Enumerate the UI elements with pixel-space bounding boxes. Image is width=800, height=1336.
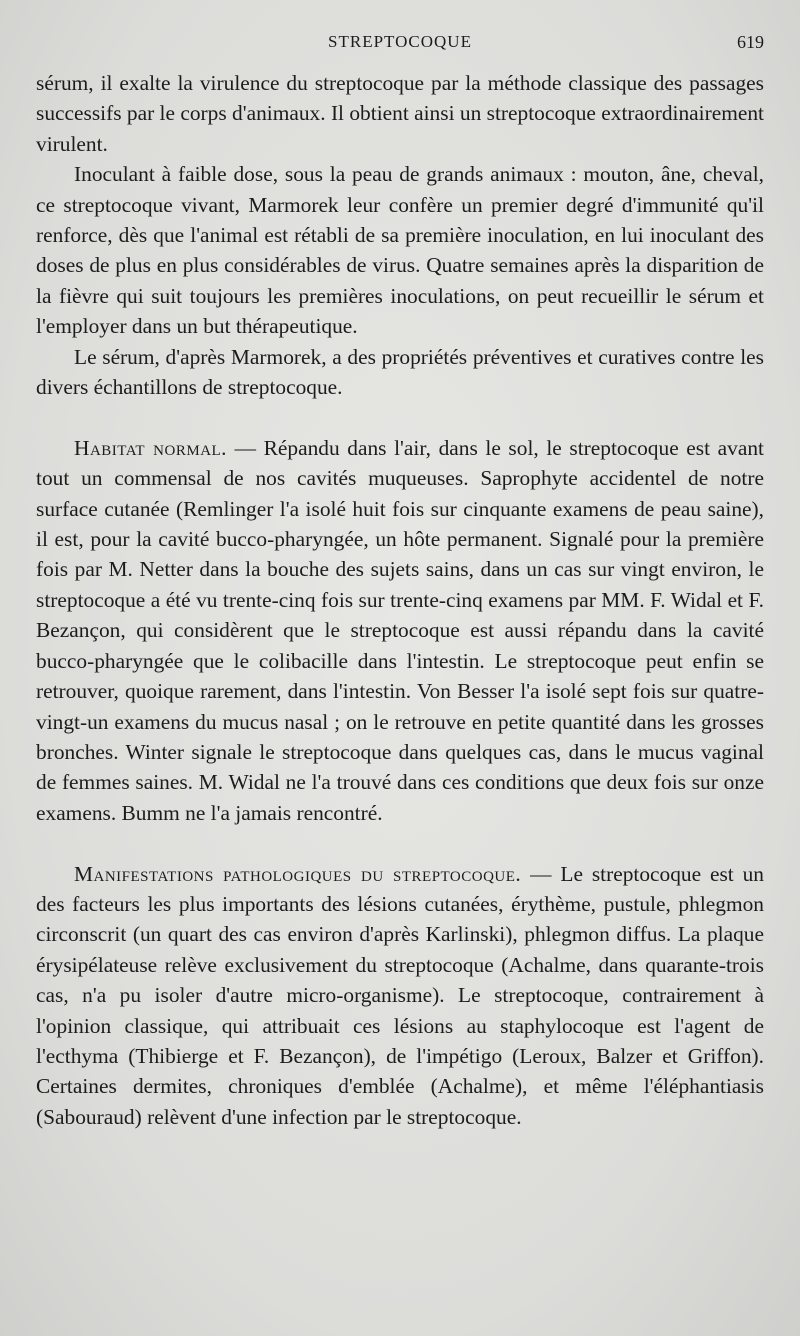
section-heading: Habitat normal. bbox=[74, 435, 228, 460]
paragraph: Inoculant à faible dose, sous la peau de grands animaux : mouton, âne, cheval, ce streptocoque vivant, Marmorek leur confère un premier degré d'immunité qu'il renforce, dès que l'animal est rétabli de sa première inoculation, en lui inoculant des doses de plus en plus considérables de virus. Quatre semaines après la disparition de la fièvre qui suit toujours les premières inoculations, on peut recueillir le sérum et l'employer dans un but thérapeutique. bbox=[36, 162, 764, 339]
section-habitat-normal bbox=[36, 433, 764, 828]
page-number: 619 bbox=[737, 32, 764, 52]
section-manifestations bbox=[36, 859, 764, 1133]
page-header bbox=[36, 30, 764, 60]
paragraph: Le sérum, d'après Marmorek, a des propriétés préventives et curatives contre les divers échantillons de streptocoque. bbox=[36, 344, 764, 400]
running-title: STREPTOCOQUE bbox=[328, 32, 472, 51]
paragraph: sérum, il exalte la virulence du streptocoque par la méthode classique des passages successifs par le corps d'animaux. Il obtient ainsi un streptocoque extraordinairement virulent. bbox=[36, 71, 764, 156]
body-text bbox=[36, 68, 764, 1132]
section-text: — Le streptocoque est un des facteurs les plus importants des lésions cutanées, érythème, pustule, phlegmon circonscrit (un quart des cas environ d'après Karlinski), phlegmon diffus. La plaque érysipélateuse relève exclusivement du streptocoque (Achalme, dans quarante-trois cas, n'a pu isoler d'autre micro-organisme). Le streptocoque, contrairement à l'opinion classique, qui attribuait ces lésions au staphylocoque est l'agent de l'ecthyma (Thibierge et F. Bezançon), de l'impétigo (Leroux, Balzer et Griffon). Certaines dermites, chroniques d'emblée (Achalme), et même l'éléphantiasis (Sabouraud) relèvent d'une infection par le streptocoque. bbox=[36, 861, 764, 1129]
section-heading: Manifestations pathologiques du streptocoque. bbox=[74, 861, 522, 886]
section-text: — Répandu dans l'air, dans le sol, le streptocoque est avant tout un commensal de nos cavités muqueuses. Saprophyte accidentel de notre surface cutanée (Remlinger l'a isolé huit fois sur cinquante examens de peau saine), il est, pour la cavité bucco-pharyngée, un hôte permanent. Signalé pour la première fois par M. Netter dans la bouche des sujets sains, dans un cas sur vingt environ, le streptocoque a été vu trente-cinq fois sur trente-cinq examens par MM. F. Widal et F. Bezançon, qui considèrent que le streptocoque est aussi répandu dans la cavité bucco-pharyngée que le colibacille dans l'intestin. Le streptocoque peut enfin se retrouver, quoique rarement, dans l'intestin. Von Besser l'a isolé sept fois sur quatre-vingt-un examens du mucus nasal ; on le retrouve en petite quantité dans les grosses bronches. Winter signale le streptocoque dans quelques cas, dans le mucus vaginal de femmes saines. M. Widal ne l'a trouvé dans ces conditions que deux fois sur onze examens. Bumm ne l'a jamais rencontré. bbox=[36, 435, 764, 825]
